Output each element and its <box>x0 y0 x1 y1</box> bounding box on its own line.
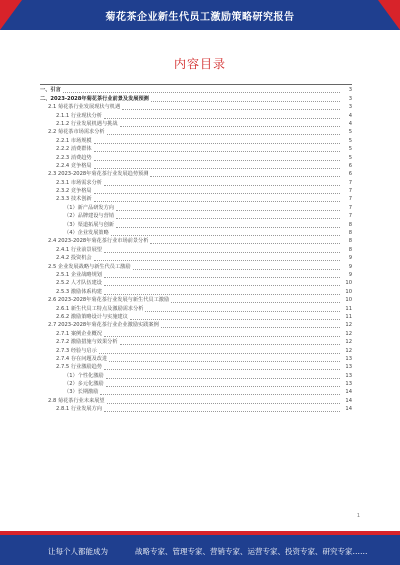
toc-leader-dots <box>104 281 340 286</box>
toc-entry[interactable] <box>40 93 352 101</box>
toc-entry-page: 5 <box>348 137 352 144</box>
toc-entry[interactable] <box>40 152 352 160</box>
toc-leader-dots <box>120 340 340 345</box>
toc-leader-dots <box>94 256 340 261</box>
toc-leader-dots <box>107 130 340 135</box>
toc-leader-dots <box>94 197 340 202</box>
toc-entry[interactable] <box>40 194 352 202</box>
toc-entry-label: 2.1.2 行业发展机遇与挑战 <box>56 120 118 127</box>
toc-leader-dots <box>94 189 340 194</box>
toc-entry[interactable] <box>40 303 352 311</box>
toc-entry-label: 2.2 菊花茶市场需求分析 <box>48 129 105 136</box>
toc-entry-label: 2.3.3 技术创新 <box>56 196 92 203</box>
report-header <box>0 0 400 30</box>
toc-entry-page: 5 <box>348 146 352 153</box>
toc-entry-label: 2.5.1 企业战略规划 <box>56 271 102 278</box>
toc-entry-page: 7 <box>348 196 352 203</box>
toc-leader-dots <box>109 357 340 362</box>
toc-entry[interactable] <box>40 395 352 403</box>
toc-entry-label: 2.7.4 存在问题及改进 <box>56 355 108 362</box>
toc-entry[interactable] <box>40 362 352 370</box>
toc-leader-dots <box>161 323 340 328</box>
toc-entry-page: 10 <box>345 297 352 304</box>
toc-entry-page: 3 <box>348 104 352 111</box>
toc-leader-dots <box>120 122 340 127</box>
toc-leader-dots <box>150 172 340 177</box>
toc-entry-page: 8 <box>348 238 352 245</box>
toc-entry-label: 2.2.2 消费群体 <box>56 146 92 153</box>
toc-entry-page: 8 <box>348 230 352 237</box>
toc-entry-page: 12 <box>345 347 352 354</box>
toc-leader-dots <box>63 88 340 93</box>
toc-leader-dots <box>104 407 340 412</box>
toc-leader-dots <box>104 248 340 253</box>
toc-entry[interactable] <box>40 278 352 286</box>
toc-entry-label: 2.8.1 行业发展方向 <box>56 406 102 413</box>
toc-leader-dots <box>133 265 340 270</box>
toc-entry-page: 9 <box>348 255 352 262</box>
toc-entry-page: 3 <box>348 87 352 94</box>
toc-entry[interactable] <box>40 144 352 152</box>
toc-leader-dots <box>94 156 340 161</box>
toc-entry-label: （3）长期激励 <box>64 389 99 396</box>
toc-entry-label: 二、2023-2028年菊花茶行业前景及发展预测 <box>40 95 149 102</box>
toc-entry[interactable] <box>40 387 352 395</box>
toc-leader-dots <box>94 164 340 169</box>
toc-entry-page: 6 <box>348 162 352 169</box>
toc-entry[interactable] <box>40 169 352 177</box>
toc-entry-page: 8 <box>348 221 352 228</box>
toc-entry-page: 7 <box>348 213 352 220</box>
toc-entry[interactable] <box>40 135 352 143</box>
toc-entry-label: 2.1 菊花茶行业发展现状与机遇 <box>48 104 121 111</box>
report-title: 菊花茶企业新生代员工激励策略研究报告 <box>105 12 295 23</box>
toc-entry-page: 10 <box>345 288 352 295</box>
toc-entry[interactable] <box>40 337 352 345</box>
page-number: 1 <box>356 513 360 519</box>
toc-entry-label: （3）渠道拓展与创新 <box>64 221 114 228</box>
toc-entry-page: 5 <box>348 129 352 136</box>
toc-heading: 内容目录 <box>173 57 226 71</box>
toc-entry-label: 一、引言 <box>40 87 61 94</box>
toc-entry-label: （2）多元化激励 <box>64 381 104 388</box>
toc-entry[interactable] <box>40 312 352 320</box>
toc-entry-label: 2.7.2 激励措施与效果分析 <box>56 339 118 346</box>
toc-leader-dots <box>145 307 340 312</box>
toc-entry-label: 2.3.1 市场需求分析 <box>56 179 102 186</box>
toc-entry[interactable] <box>40 161 352 169</box>
toc-entry[interactable] <box>40 102 352 110</box>
toc-leader-dots <box>104 332 340 337</box>
toc-entry[interactable] <box>40 85 352 93</box>
toc-leader-dots <box>104 114 340 119</box>
toc-entry[interactable] <box>40 270 352 278</box>
toc-entry-page: 12 <box>345 330 352 337</box>
toc-entry-label: 2.4.1 行业前景展望 <box>56 246 102 253</box>
toc-entry-label: 2.5.2 人才队伍建设 <box>56 280 102 287</box>
toc-leader-dots <box>130 315 340 320</box>
report-footer <box>0 531 400 565</box>
toc-entry[interactable] <box>40 295 352 303</box>
toc-entry-page: 11 <box>345 313 352 320</box>
toc-entry-label: 2.6.1 新生代员工特点及激励需求分析 <box>56 305 144 312</box>
toc-leader-dots <box>104 181 340 186</box>
toc-leader-dots <box>104 365 340 370</box>
toc-leader-dots <box>107 399 340 404</box>
toc-entry-label: 2.5 企业发展战略与新生代员工激励 <box>48 263 131 270</box>
toc-entry-page: 7 <box>348 179 352 186</box>
toc-entry-label: 2.1.1 行业现状分析 <box>56 112 102 119</box>
toc-entry-page: 14 <box>345 406 352 413</box>
toc-entry[interactable] <box>40 202 352 210</box>
toc-entry[interactable] <box>40 328 352 336</box>
toc-entry-label: 2.7.3 经验与启示 <box>56 347 97 354</box>
toc-entry-label: 2.8 菊花茶行业未来展望 <box>48 397 105 404</box>
toc-entry-page: 6 <box>348 171 352 178</box>
toc-entry[interactable] <box>40 177 352 185</box>
toc-entry-label: 2.2.4 竞争格局 <box>56 162 92 169</box>
toc-leader-dots <box>150 239 340 244</box>
toc-entry[interactable] <box>40 354 352 362</box>
toc-leader-dots <box>116 214 340 219</box>
toc-entry-page: 13 <box>345 381 352 388</box>
toc-entry-label: （2）品牌建设与营销 <box>64 213 114 220</box>
toc-entry-label: 2.2.1 市场规模 <box>56 137 92 144</box>
toc-leader-dots <box>116 206 340 211</box>
toc-entry-page: 7 <box>348 188 352 195</box>
toc-entry-label: 2.4 2023-2028年菊花茶行业市场前景分析 <box>48 238 149 245</box>
toc-leader-dots <box>116 223 340 228</box>
toc-leader-dots <box>106 382 340 387</box>
toc-entry[interactable] <box>40 110 352 118</box>
toc-entry[interactable] <box>40 345 352 353</box>
toc-entry-page: 13 <box>345 355 352 362</box>
toc-entry-page: 5 <box>348 154 352 161</box>
toc-entry-page: 12 <box>345 322 352 329</box>
toc-entry-page: 12 <box>345 339 352 346</box>
toc-entry-page: 14 <box>345 389 352 396</box>
toc-entry-label: （1）个性化激励 <box>64 372 104 379</box>
toc-entry[interactable] <box>40 286 352 294</box>
toc-entry[interactable] <box>40 404 352 412</box>
toc-leader-dots <box>104 273 340 278</box>
toc-entry[interactable] <box>40 244 352 252</box>
toc-entry-page: 4 <box>348 112 352 119</box>
toc-leader-dots <box>151 97 340 102</box>
footer-services: 战略专家、管理专家、营销专家、运营专家、投资专家、研究专家…… <box>135 547 368 556</box>
toc-entry-page: 10 <box>345 280 352 287</box>
toc-leader-dots <box>94 147 340 152</box>
toc-entry-page: 9 <box>348 271 352 278</box>
toc-entry-page: 3 <box>348 95 352 102</box>
toc-leader-dots <box>94 139 340 144</box>
toc-leader-dots <box>171 298 340 303</box>
toc-entry-label: 2.7 2023-2028年菊花茶行业企业激励实践案例 <box>48 322 159 329</box>
toc-leader-dots <box>100 390 340 395</box>
toc-leader-dots <box>111 231 340 236</box>
toc-entry-label: 2.6.2 激励策略设计与实施建议 <box>56 313 128 320</box>
toc-entry[interactable] <box>40 127 352 135</box>
footer-slogan: 让每个人都能成为 <box>48 547 108 556</box>
toc-leader-dots <box>106 374 340 379</box>
toc-entry[interactable] <box>40 186 352 194</box>
toc-entry-label: 2.7.1 案例企业概况 <box>56 330 102 337</box>
toc-leader-dots <box>99 349 340 354</box>
toc-entry-label: 2.4.2 投资机会 <box>56 255 92 262</box>
toc-entry-label: 2.3 2023-2028年菊花茶行业发展趋势预测 <box>48 171 149 178</box>
toc-entry[interactable] <box>40 379 352 387</box>
toc-entry[interactable] <box>40 261 352 269</box>
toc-entry-page: 13 <box>345 364 352 371</box>
toc-entry[interactable] <box>40 253 352 261</box>
toc-entry-page: 14 <box>345 397 352 404</box>
toc-entry-label: （4）企业发展策略 <box>64 230 109 237</box>
toc-entry-page: 7 <box>348 204 352 211</box>
toc-entry[interactable] <box>40 119 352 127</box>
toc-entry-label: 2.5.3 激励体系构建 <box>56 288 102 295</box>
toc-entry-label: 2.2.3 消费趋势 <box>56 154 92 161</box>
toc-entry-label: 2.6 2023-2028年菊花茶行业发展与新生代员工激励 <box>48 297 170 304</box>
toc-entry-page: 13 <box>345 372 352 379</box>
toc-entry-page: 9 <box>348 263 352 270</box>
toc-entry[interactable] <box>40 211 352 219</box>
toc-entry[interactable] <box>40 236 352 244</box>
toc-entry-label: 2.7.5 行业激励趋势 <box>56 364 102 371</box>
toc-entry[interactable] <box>40 219 352 227</box>
toc-entry-page: 4 <box>348 120 352 127</box>
toc-entry-label: （1）新产品研发方向 <box>64 204 114 211</box>
toc-entry[interactable] <box>40 228 352 236</box>
toc-leader-dots <box>122 105 340 110</box>
table-of-contents <box>40 84 352 412</box>
toc-entry-label: 2.3.2 竞争格局 <box>56 188 92 195</box>
footer-red-stripe <box>0 531 400 535</box>
toc-entry[interactable] <box>40 320 352 328</box>
toc-entry-page: 8 <box>348 246 352 253</box>
toc-entry-page: 11 <box>345 305 352 312</box>
toc-leader-dots <box>104 290 340 295</box>
toc-entry[interactable] <box>40 370 352 378</box>
